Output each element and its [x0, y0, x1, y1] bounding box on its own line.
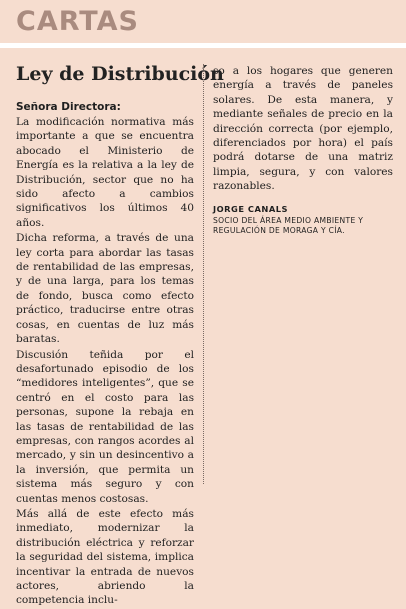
letter-paragraph: Dicha reforma, a través de una ley corta para abordar las tasas de rentabilidad de las empresas, y de una larga, para los temas de fondo, busca como efecto práctico, traducirse entre otras cosas, en cuentas de luz más baratas.	[16, 232, 194, 346]
letter-right-column	[213, 64, 393, 236]
section-rule	[0, 43, 406, 48]
letter-headline: Ley de Distribución	[16, 63, 224, 85]
letter-paragraph: Más allá de este efecto más inmediato, modernizar la distribución eléctrica y reforzar la seguridad del sistema, implica incentivar la entrada de nuevos actores, abriendo la competencia inclu-	[16, 507, 194, 607]
signature-name: JORGE CANALS	[213, 203, 289, 214]
letter-paragraph: Discusión teñida por el desafortunado episodio de los “medidores inteligentes”, que se centró en el costo para las personas, supone la rebaja en las tasas de rentabilidad de las empresas, con rangos acordes al mercado, y sin un desincentivo a la inversión, que permita un sistema más seguro y con cuentas menos costosas.	[16, 348, 194, 505]
signature-title: SOCIO DEL ÁREA MEDIO AMBIENTE Y REGULACIÓN DE MORAGA Y CÍA.	[213, 215, 364, 235]
salutation: Señora Directora:	[16, 101, 121, 113]
letter-left-column	[16, 62, 224, 609]
section-title: CARTAS	[16, 6, 139, 37]
letter-paragraph: La modificación normativa más importante a que se encuentra abocado el Ministerio de Energía es la relativa a la ley de Distribución, sector que no ha sido afecto a cambios significativos los últimos 40 años.	[16, 116, 194, 229]
letter-paragraph: so a los hogares que generen energía a través de paneles solares. De esta manera, y mediante señales de precio en la dirección correcta (por ejemplo, diferenciados por hora) el país podrá dotarse de una matriz limpia, segura, y con valores razonables.	[213, 65, 393, 193]
column-divider	[203, 64, 204, 484]
